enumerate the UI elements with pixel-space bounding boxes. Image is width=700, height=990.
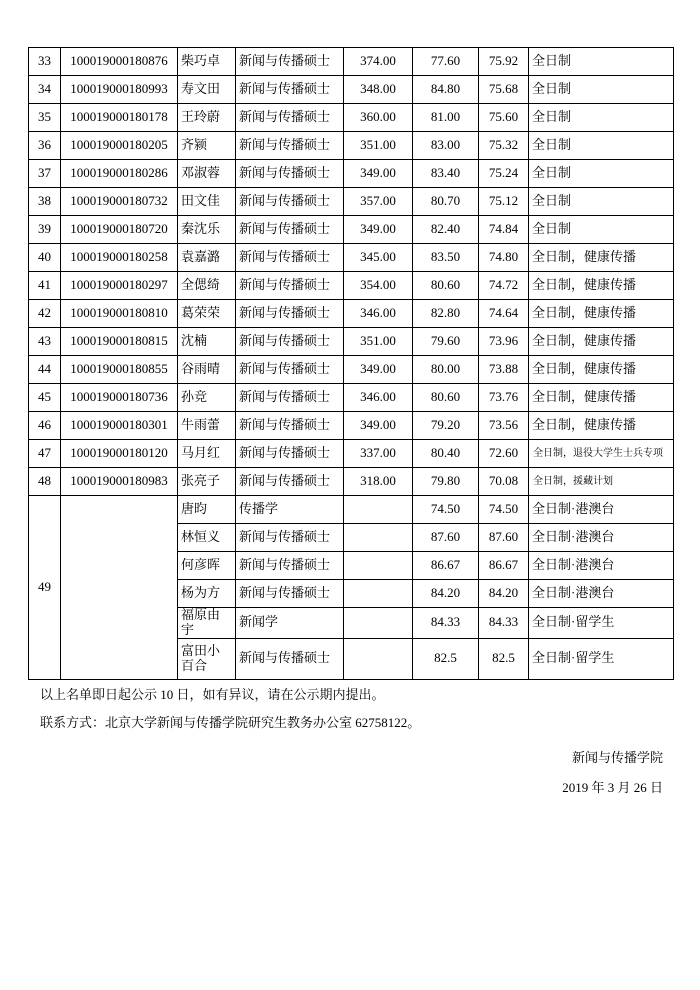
cell-name: 袁嘉潞 — [178, 244, 236, 272]
cell-final: 84.20 — [479, 580, 529, 608]
cell-no: 44 — [29, 356, 61, 384]
cell-score1 — [344, 580, 413, 608]
cell-name: 张亮子 — [178, 468, 236, 496]
cell-program: 新闻与传播硕士 — [236, 132, 344, 160]
cell-status: 全日制，退役大学生士兵专项 — [529, 440, 674, 468]
cell-name: 邓淑蓉 — [178, 160, 236, 188]
cell-score1: 345.00 — [344, 244, 413, 272]
cell-name: 寿文田 — [178, 76, 236, 104]
cell-no: 49 — [29, 496, 61, 680]
admission-results-table — [28, 47, 674, 680]
cell-id: 100019000180732 — [61, 188, 178, 216]
cell-name: 林恒义 — [178, 524, 236, 552]
cell-score2: 74.50 — [413, 496, 479, 524]
cell-name: 福原由宇 — [178, 608, 236, 639]
table-row — [29, 300, 674, 328]
cell-final: 70.08 — [479, 468, 529, 496]
cell-final: 75.24 — [479, 160, 529, 188]
cell-program: 新闻与传播硕士 — [236, 580, 344, 608]
cell-final: 75.60 — [479, 104, 529, 132]
cell-no: 37 — [29, 160, 61, 188]
cell-program: 新闻与传播硕士 — [236, 412, 344, 440]
cell-status: 全日制·港澳台 — [529, 496, 674, 524]
cell-score2: 83.50 — [413, 244, 479, 272]
cell-program: 新闻与传播硕士 — [236, 272, 344, 300]
cell-name: 杨为方 — [178, 580, 236, 608]
cell-id: 100019000180258 — [61, 244, 178, 272]
cell-status: 全日制 — [529, 216, 674, 244]
cell-score1: 360.00 — [344, 104, 413, 132]
cell-no: 39 — [29, 216, 61, 244]
cell-final: 75.12 — [479, 188, 529, 216]
cell-name: 何彦晖 — [178, 552, 236, 580]
cell-score1 — [344, 552, 413, 580]
cell-no: 48 — [29, 468, 61, 496]
cell-name: 谷雨晴 — [178, 356, 236, 384]
cell-score1: 337.00 — [344, 440, 413, 468]
cell-score2: 77.60 — [413, 48, 479, 76]
cell-name: 秦沈乐 — [178, 216, 236, 244]
cell-final: 73.96 — [479, 328, 529, 356]
cell-status: 全日制 — [529, 188, 674, 216]
table-row — [29, 48, 674, 76]
cell-no: 34 — [29, 76, 61, 104]
cell-score1: 349.00 — [344, 412, 413, 440]
cell-status: 全日制 — [529, 160, 674, 188]
cell-score2: 79.60 — [413, 328, 479, 356]
cell-final: 84.33 — [479, 608, 529, 639]
cell-no: 36 — [29, 132, 61, 160]
cell-id: 100019000180205 — [61, 132, 178, 160]
cell-status: 全日制 — [529, 104, 674, 132]
cell-score2: 81.00 — [413, 104, 479, 132]
cell-program: 新闻与传播硕士 — [236, 384, 344, 412]
cell-program: 新闻与传播硕士 — [236, 524, 344, 552]
cell-final: 75.68 — [479, 76, 529, 104]
cell-score1: 318.00 — [344, 468, 413, 496]
cell-program: 新闻与传播硕士 — [236, 48, 344, 76]
cell-score2: 83.00 — [413, 132, 479, 160]
cell-final: 74.64 — [479, 300, 529, 328]
results-table-body — [29, 48, 674, 680]
cell-score1: 346.00 — [344, 300, 413, 328]
cell-id: 100019000180876 — [61, 48, 178, 76]
cell-score1 — [344, 524, 413, 552]
cell-score1: 374.00 — [344, 48, 413, 76]
cell-score1: 349.00 — [344, 160, 413, 188]
cell-status: 全日制·留学生 — [529, 638, 674, 679]
cell-name: 田文佳 — [178, 188, 236, 216]
cell-program: 新闻与传播硕士 — [236, 638, 344, 679]
cell-score2: 84.80 — [413, 76, 479, 104]
cell-final: 75.32 — [479, 132, 529, 160]
cell-no: 43 — [29, 328, 61, 356]
cell-score2: 84.20 — [413, 580, 479, 608]
cell-no: 35 — [29, 104, 61, 132]
cell-score1 — [344, 496, 413, 524]
cell-score1: 349.00 — [344, 356, 413, 384]
publicity-notice-text: 以上名单即日起公示 10 日，如有异议，请在公示期内提出。 — [40, 687, 385, 702]
cell-score1: 351.00 — [344, 328, 413, 356]
cell-id: 100019000180855 — [61, 356, 178, 384]
cell-score2: 86.67 — [413, 552, 479, 580]
cell-program: 新闻与传播硕士 — [236, 300, 344, 328]
cell-id: 100019000180297 — [61, 272, 178, 300]
cell-final: 75.92 — [479, 48, 529, 76]
cell-id: 100019000180301 — [61, 412, 178, 440]
table-row — [29, 104, 674, 132]
cell-final: 82.5 — [479, 638, 529, 679]
cell-final: 74.50 — [479, 496, 529, 524]
cell-program: 新闻与传播硕士 — [236, 468, 344, 496]
cell-final: 74.84 — [479, 216, 529, 244]
cell-status: 全日制，健康传播 — [529, 300, 674, 328]
cell-id: 100019000180993 — [61, 76, 178, 104]
cell-score2: 80.40 — [413, 440, 479, 468]
cell-id: 100019000180178 — [61, 104, 178, 132]
table-row — [29, 356, 674, 384]
cell-score2: 82.5 — [413, 638, 479, 679]
table-row — [29, 76, 674, 104]
cell-no: 38 — [29, 188, 61, 216]
cell-id: 100019000180120 — [61, 440, 178, 468]
cell-final: 86.67 — [479, 552, 529, 580]
cell-status: 全日制，健康传播 — [529, 356, 674, 384]
cell-score2: 79.20 — [413, 412, 479, 440]
cell-score2: 80.00 — [413, 356, 479, 384]
cell-id: 100019000180810 — [61, 300, 178, 328]
table-row — [29, 132, 674, 160]
table-row — [29, 412, 674, 440]
cell-name: 牛雨蕾 — [178, 412, 236, 440]
cell-program: 新闻与传播硕士 — [236, 328, 344, 356]
cell-status: 全日制 — [529, 132, 674, 160]
table-row — [29, 272, 674, 300]
cell-status: 全日制，健康传播 — [529, 244, 674, 272]
document-date-text: 2019 年 3 月 26 日 — [562, 780, 663, 795]
cell-id: 100019000180736 — [61, 384, 178, 412]
cell-program: 新闻学 — [236, 608, 344, 639]
table-row — [29, 440, 674, 468]
cell-score2: 80.70 — [413, 188, 479, 216]
cell-score2: 82.40 — [413, 216, 479, 244]
cell-no: 45 — [29, 384, 61, 412]
cell-status: 全日制·港澳台 — [529, 580, 674, 608]
table-row — [29, 216, 674, 244]
cell-program: 新闻与传播硕士 — [236, 76, 344, 104]
cell-score1: 346.00 — [344, 384, 413, 412]
cell-status: 全日制·留学生 — [529, 608, 674, 639]
cell-score1: 349.00 — [344, 216, 413, 244]
cell-status: 全日制·港澳台 — [529, 524, 674, 552]
cell-final: 73.88 — [479, 356, 529, 384]
table-row — [29, 244, 674, 272]
cell-no: 33 — [29, 48, 61, 76]
cell-name: 柴巧卓 — [178, 48, 236, 76]
cell-program: 新闻与传播硕士 — [236, 440, 344, 468]
cell-program: 新闻与传播硕士 — [236, 552, 344, 580]
cell-status: 全日制 — [529, 76, 674, 104]
cell-name: 王玲蔚 — [178, 104, 236, 132]
cell-no: 42 — [29, 300, 61, 328]
cell-name: 齐颍 — [178, 132, 236, 160]
cell-final: 73.56 — [479, 412, 529, 440]
cell-program: 新闻与传播硕士 — [236, 216, 344, 244]
cell-no: 41 — [29, 272, 61, 300]
cell-status: 全日制，援藏计划 — [529, 468, 674, 496]
cell-score2: 83.40 — [413, 160, 479, 188]
table-row — [29, 188, 674, 216]
cell-final: 74.80 — [479, 244, 529, 272]
cell-id: 100019000180983 — [61, 468, 178, 496]
school-signature-text: 新闻与传播学院 — [571, 750, 663, 765]
cell-score1: 348.00 — [344, 76, 413, 104]
contact-info-text: 联系方式：北京大学新闻与传播学院研究生教务办公室 62758122。 — [40, 715, 421, 730]
cell-name: 唐昀 — [178, 496, 236, 524]
table-row — [29, 160, 674, 188]
table-row — [29, 384, 674, 412]
cell-status: 全日制，健康传播 — [529, 328, 674, 356]
cell-final: 74.72 — [479, 272, 529, 300]
cell-name: 沈楠 — [178, 328, 236, 356]
table-row — [29, 496, 674, 524]
cell-name: 马月红 — [178, 440, 236, 468]
cell-score2: 79.80 — [413, 468, 479, 496]
cell-status: 全日制，健康传播 — [529, 272, 674, 300]
cell-no: 47 — [29, 440, 61, 468]
cell-program: 传播学 — [236, 496, 344, 524]
cell-status: 全日制·港澳台 — [529, 552, 674, 580]
cell-status: 全日制，健康传播 — [529, 384, 674, 412]
cell-score2: 82.80 — [413, 300, 479, 328]
cell-score1 — [344, 608, 413, 639]
cell-id: 100019000180286 — [61, 160, 178, 188]
cell-name: 葛荣荣 — [178, 300, 236, 328]
cell-program: 新闻与传播硕士 — [236, 188, 344, 216]
table-row — [29, 328, 674, 356]
cell-score2: 80.60 — [413, 272, 479, 300]
cell-status: 全日制 — [529, 48, 674, 76]
cell-program: 新闻与传播硕士 — [236, 104, 344, 132]
cell-score2: 87.60 — [413, 524, 479, 552]
cell-program: 新闻与传播硕士 — [236, 356, 344, 384]
cell-final: 72.60 — [479, 440, 529, 468]
cell-score1: 357.00 — [344, 188, 413, 216]
cell-score1: 351.00 — [344, 132, 413, 160]
cell-id: 100019000180815 — [61, 328, 178, 356]
cell-id: 100019000180720 — [61, 216, 178, 244]
cell-program: 新闻与传播硕士 — [236, 244, 344, 272]
cell-no: 40 — [29, 244, 61, 272]
cell-score2: 84.33 — [413, 608, 479, 639]
cell-name: 全偲绮 — [178, 272, 236, 300]
cell-id — [61, 496, 178, 680]
cell-score1 — [344, 638, 413, 679]
cell-final: 73.76 — [479, 384, 529, 412]
cell-program: 新闻与传播硕士 — [236, 160, 344, 188]
cell-score1: 354.00 — [344, 272, 413, 300]
cell-final: 87.60 — [479, 524, 529, 552]
cell-score2: 80.60 — [413, 384, 479, 412]
cell-name: 孙竞 — [178, 384, 236, 412]
cell-status: 全日制，健康传播 — [529, 412, 674, 440]
cell-no: 46 — [29, 412, 61, 440]
table-row — [29, 468, 674, 496]
cell-name: 富田小百合 — [178, 638, 236, 679]
